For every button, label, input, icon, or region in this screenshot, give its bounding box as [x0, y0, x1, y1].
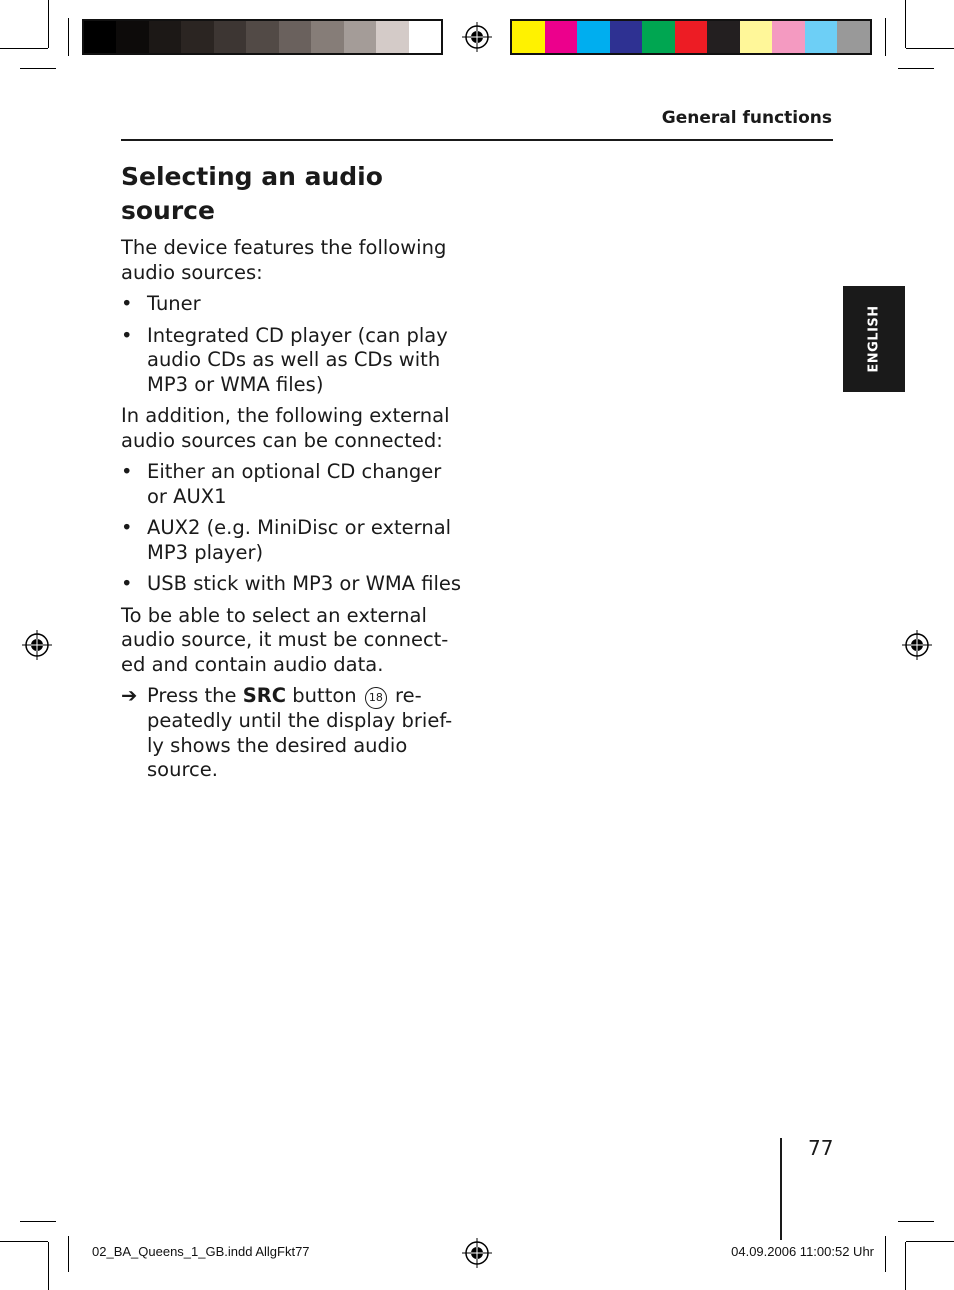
crop-mark [68, 1236, 69, 1272]
instruction-step: ➔ Press the SRC button 18 re-peatedly until the display brief-ly shows the desired audio source. [121, 684, 453, 781]
date-slug: 04.09.2006 11:00:52 Uhr [731, 1244, 874, 1259]
color-swatch [740, 21, 773, 53]
grayscale-color-bar [82, 19, 443, 55]
registration-mark-icon [902, 630, 932, 660]
main-content [121, 160, 466, 783]
color-swatch [181, 21, 213, 53]
color-swatch [610, 21, 643, 53]
color-swatch [675, 21, 708, 53]
header-rule [121, 139, 833, 141]
crop-mark [885, 18, 886, 56]
crop-mark [905, 1242, 906, 1290]
color-swatch [279, 21, 311, 53]
language-tab-label: ENGLISH [866, 305, 882, 373]
page-number-rule [780, 1138, 782, 1240]
list-item: • Tuner [121, 292, 201, 315]
file-slug: 02_BA_Queens_1_GB.indd AllgFkt77 [92, 1244, 310, 1259]
color-swatch [577, 21, 610, 53]
registration-mark-icon [22, 630, 52, 660]
list-item: • USB stick with MP3 or WMA files [121, 572, 462, 595]
arrow-right-icon: ➔ [121, 684, 138, 707]
crop-mark [898, 1221, 934, 1222]
page-number: 77 [808, 1136, 834, 1160]
color-swatch [149, 21, 181, 53]
crop-mark [48, 0, 49, 48]
color-swatch [707, 21, 740, 53]
external-intro-paragraph: In addition, the following external audio sources can be connected: [121, 404, 450, 452]
crop-mark [0, 48, 48, 49]
crop-mark [48, 1242, 49, 1290]
color-swatch [116, 21, 148, 53]
section-title: Selecting an audio source [121, 162, 383, 225]
crop-mark [898, 68, 934, 69]
process-color-bar [510, 19, 872, 55]
crop-mark [905, 0, 906, 48]
crop-mark [68, 18, 69, 56]
bullet-icon: • [121, 572, 133, 595]
button-number-badge: 18 [365, 687, 387, 709]
list-item: • Integrated CD player (can play audio CDs as well as CDs with MP3 or WMA files) [121, 323, 448, 396]
bullet-icon: • [121, 323, 133, 347]
language-tab [843, 286, 905, 392]
bullet-icon: • [121, 292, 133, 315]
bullet-icon: • [121, 516, 133, 539]
internal-sources-list [121, 292, 466, 397]
color-swatch [772, 21, 805, 53]
crop-mark [20, 68, 56, 69]
color-swatch [214, 21, 246, 53]
intro-paragraph: The device features the following audio sources: [121, 236, 447, 284]
crop-mark [0, 1241, 48, 1242]
registration-mark-icon [462, 22, 492, 52]
running-head: General functions [661, 108, 832, 128]
crop-mark [20, 1221, 56, 1222]
list-item: • AUX2 (e.g. MiniDisc or external MP3 player) [121, 516, 452, 564]
color-swatch [545, 21, 578, 53]
color-swatch [512, 21, 545, 53]
color-swatch [642, 21, 675, 53]
color-swatch [311, 21, 343, 53]
src-button-name: SRC [242, 684, 287, 707]
crop-mark [906, 1241, 954, 1242]
color-swatch [84, 21, 116, 53]
crop-mark [885, 1236, 886, 1272]
color-swatch [246, 21, 278, 53]
registration-mark-icon [462, 1238, 492, 1268]
bullet-icon: • [121, 460, 133, 483]
color-swatch [805, 21, 838, 53]
crop-mark [906, 48, 954, 49]
external-sources-list [121, 460, 466, 597]
condition-paragraph: To be able to select an external audio source, it must be connect-ed and contain audio data. [121, 603, 449, 676]
color-swatch [409, 21, 441, 53]
color-swatch [376, 21, 408, 53]
color-swatch [344, 21, 376, 53]
list-item: • Either an optional CD changer or AUX1 [121, 460, 442, 508]
color-swatch [837, 21, 870, 53]
